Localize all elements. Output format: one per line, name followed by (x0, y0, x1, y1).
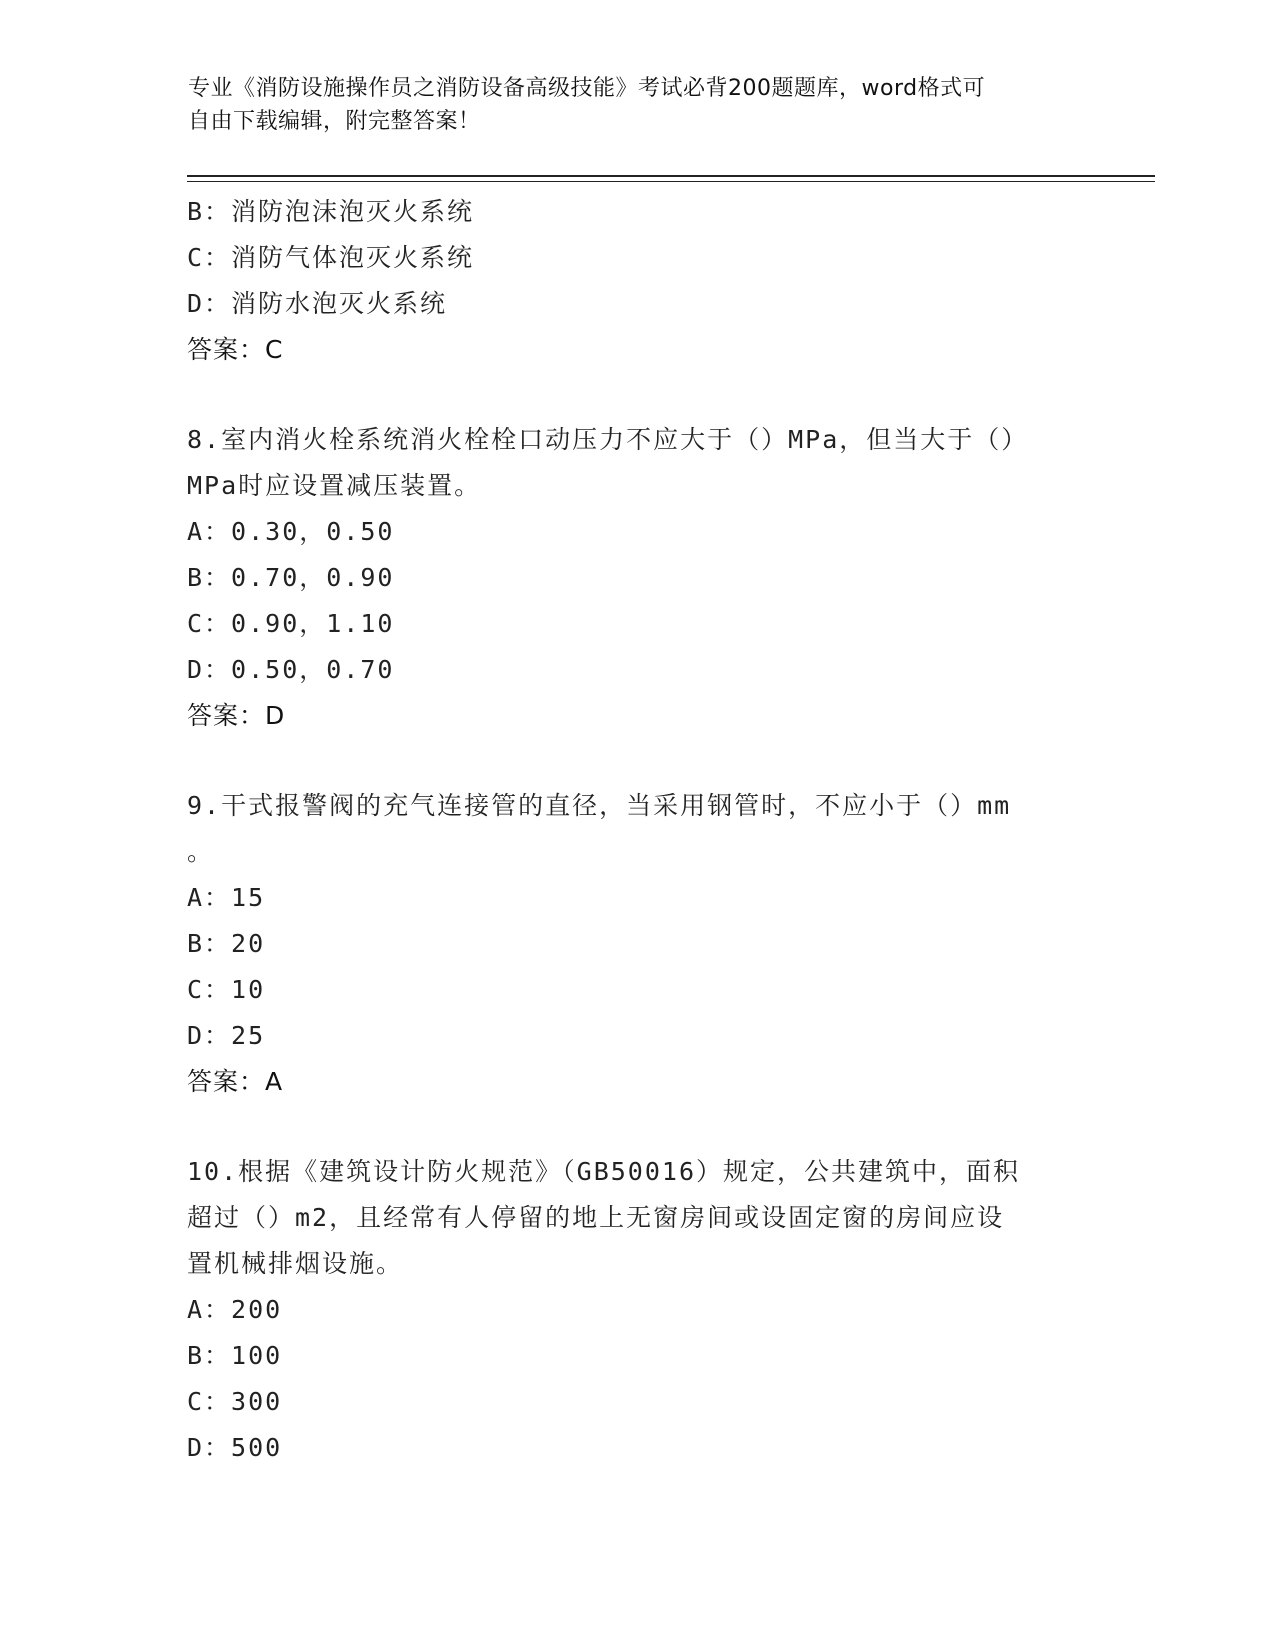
header-line-1: 专业《消防设施操作员之消防设备高级技能》考试必背200题题库，word格式可 (188, 76, 986, 101)
option-a: A：0.30，0.50 (187, 517, 395, 546)
question-stem: 8.室内消火栓系统消火栓栓口动压力不应大于（）MPa，但当大于（） (187, 425, 1029, 454)
option-d: D：25 (187, 1021, 266, 1050)
option-d: D：500 (187, 1433, 283, 1462)
option-d: D：消防水泡灭火系统 (187, 289, 448, 318)
answer: 答案：D (187, 701, 286, 730)
question-stem: 。 (187, 837, 215, 866)
spacer (187, 1105, 1067, 1149)
question-stem: 10.根据《建筑设计防火规范》（GB50016）规定，公共建筑中，面积 (187, 1157, 1021, 1186)
question-8 (187, 417, 1067, 739)
question-9 (187, 783, 1067, 1105)
question-list (187, 189, 1067, 1471)
question-stem: 超过（）m2，且经常有人停留的地上无窗房间或设固定窗的房间应设 (187, 1203, 1005, 1232)
option-c: C：10 (187, 975, 266, 1004)
header-line-2: 自由下载编辑，附完整答案！ (188, 109, 481, 134)
option-c: C：消防气体泡灭火系统 (187, 243, 475, 272)
question-10 (187, 1149, 1067, 1471)
answer: 答案：C (187, 335, 284, 364)
question-stem: 9.干式报警阀的充气连接管的直径，当采用钢管时，不应小于（）mm (187, 791, 1012, 820)
option-a: A：200 (187, 1295, 283, 1324)
header-rule-thick (187, 175, 1155, 177)
question-stem: 置机械排烟设施。 (187, 1249, 404, 1278)
option-b: B：20 (187, 929, 266, 958)
question-7 (187, 189, 1067, 373)
header-rule-thin (187, 181, 1155, 182)
option-d: D：0.50，0.70 (187, 655, 395, 684)
option-b: B：100 (187, 1341, 283, 1370)
document-header (188, 72, 1068, 138)
option-b: B：0.70，0.90 (187, 563, 395, 592)
option-c: C：0.90，1.10 (187, 609, 395, 638)
spacer (187, 739, 1067, 783)
option-c: C：300 (187, 1387, 283, 1416)
option-b: B：消防泡沫泡灭火系统 (187, 197, 475, 226)
question-stem: MPa时应设置减压装置。 (187, 471, 482, 500)
spacer (187, 373, 1067, 417)
option-a: A：15 (187, 883, 266, 912)
answer: 答案：A (187, 1067, 284, 1096)
